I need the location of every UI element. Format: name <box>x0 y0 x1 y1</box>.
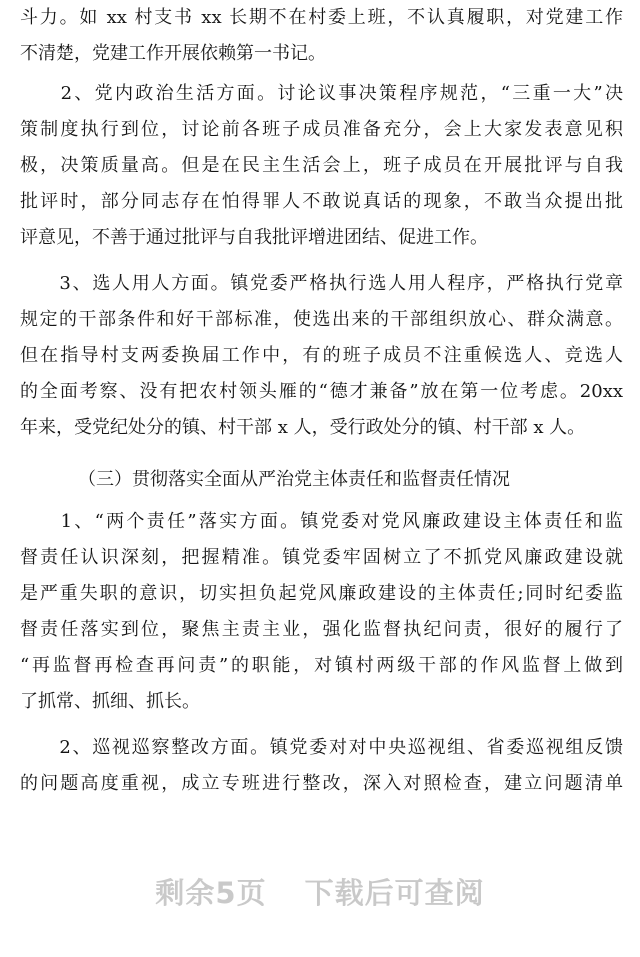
text-line: 1、“两个责任”落实方面。镇党委对党风廉政建设主体责任和监 <box>20 511 623 532</box>
download-teaser[interactable] <box>0 871 640 912</box>
text-line: 2、党内政治生活方面。讨论议事决策程序规范，“三重一大”决 <box>20 83 623 104</box>
paragraph-two-responsibilities <box>20 504 623 720</box>
text-line: 策制度执行到位，讨论前各班子成员准备充分，会上大家发表意见积 <box>20 119 623 140</box>
text-line: 是严重失职的意识，切实担负起党风廉政建设的主体责任;同时纪委监 <box>20 583 623 604</box>
paragraph-inspection-rectification <box>20 730 623 802</box>
download-to-view-label: 下载后可查阅 <box>304 876 485 910</box>
text-line: 斗力。如 xx 村支书 xx 长期不在村委上班，不认真履职，对党建工作 <box>20 7 623 28</box>
text-line: 督责任落实到位，聚焦主责主业，强化监督执纪问责，很好的履行了 <box>20 619 623 640</box>
paragraph-personnel-selection <box>20 266 623 446</box>
text-line: 年来，受党纪处分的镇、村干部 x 人，受行政处分的镇、村干部 x 人。 <box>20 417 586 438</box>
paragraph-continuation <box>20 0 623 72</box>
paragraph-political-life <box>20 76 623 256</box>
text-line: 了抓常、抓细、抓长。 <box>20 691 200 712</box>
text-line: 极，决策质量高。但是在民主生活会上，班子成员在开展批评与自我 <box>20 155 623 176</box>
text-line: “再监督再检查再问责”的职能，对镇村两级干部的作风监督上做到 <box>20 655 623 676</box>
text-line: 督责任认识深刻，把握精准。镇党委牢固树立了不抓党风廉政建设就 <box>20 547 623 568</box>
text-line: 批评时，部分同志存在怕得罪人不敢说真话的现象，不敢当众提出批 <box>20 191 623 212</box>
text-line: 的问题高度重视，成立专班进行整改，深入对照检查，建立问题清单 <box>20 773 623 794</box>
text-line: 3、选人用人方面。镇党委严格执行选人用人程序，严格执行党章 <box>20 273 623 294</box>
text-line: 但在指导村支两委换届工作中，有的班子成员不注重候选人、竞选人 <box>20 345 623 366</box>
text-line: 不清楚，党建工作开展依赖第一书记。 <box>20 43 326 64</box>
remaining-pages-label: 剩余5页 <box>155 876 267 910</box>
section-heading: （三）贯彻落实全面从严治党主体责任和监督责任情况 <box>78 469 510 490</box>
text-line: 2、巡视巡察整改方面。镇党委对对中央巡视组、省委巡视组反馈 <box>20 737 623 758</box>
text-line: 的全面考察、没有把农村领头雁的“德才兼备”放在第一位考虑。20xx <box>20 381 623 402</box>
text-line: 规定的干部条件和好干部标准，使选出来的干部组织放心、群众满意。 <box>20 309 623 330</box>
text-line: 评意见，不善于通过批评与自我批评增进团结、促进工作。 <box>20 227 488 248</box>
